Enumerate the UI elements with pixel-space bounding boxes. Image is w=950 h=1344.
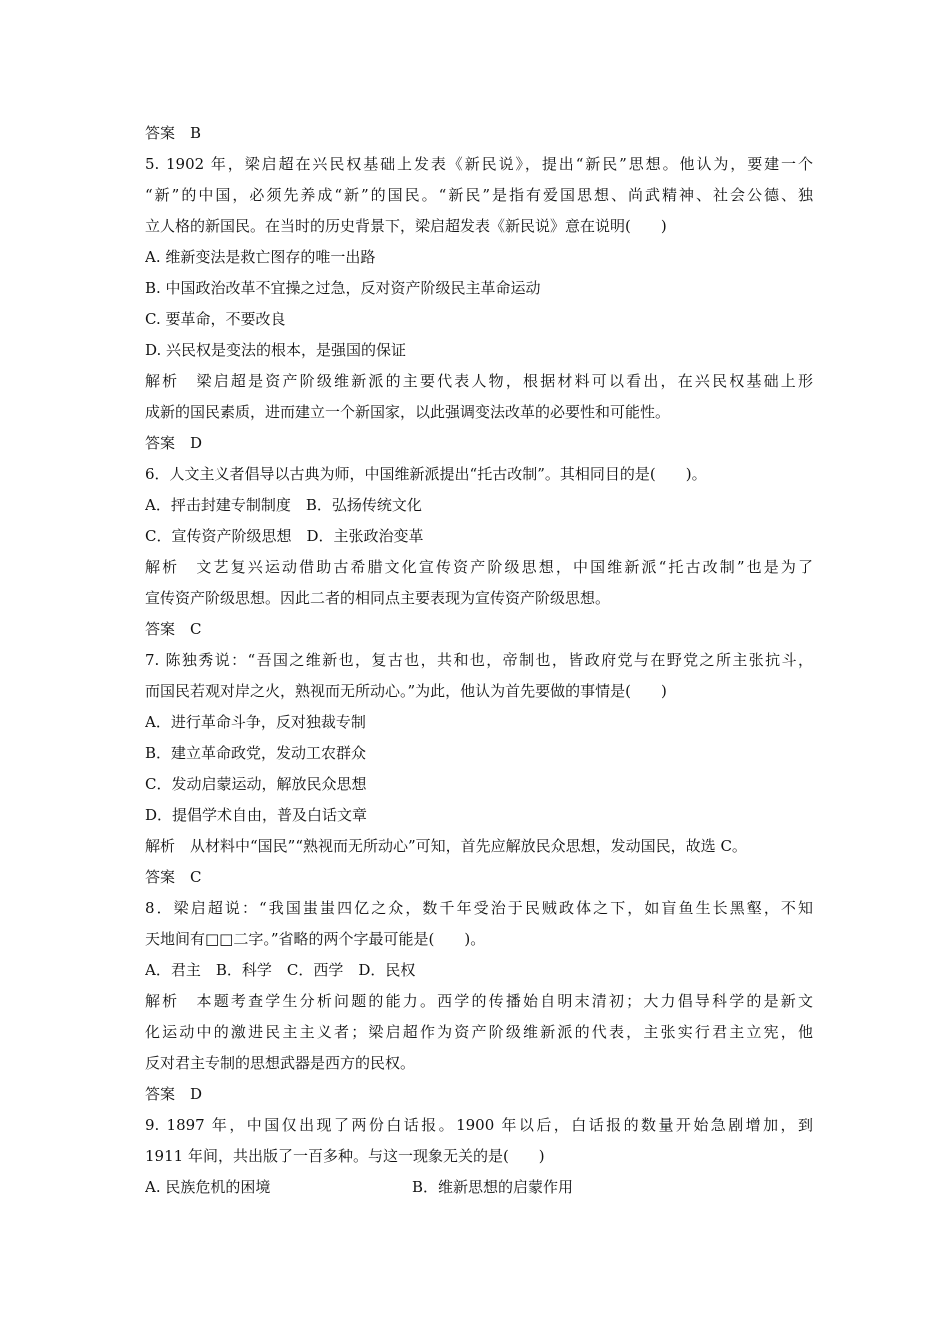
q7-option-c: C．发动启蒙运动，解放民众思想 bbox=[145, 775, 367, 793]
q7-stem-line-1: 7. 陈独秀说：“吾国之维新也，复古也，共和也，帝制也，皆政府党与在野党之所主张抗斗， bbox=[145, 651, 813, 669]
q9-stem-line-1: 9. 1897 年，中国仅出现了两份白话报。1900 年以后，白话报的数量开始急剧增加，到 bbox=[145, 1116, 813, 1134]
q5-analysis-line-2: 成新的国民素质，进而建立一个新国家，以此强调变法改革的必要性和可能性。 bbox=[145, 403, 671, 421]
q6-analysis-line-2: 宣传资产阶级思想。因此二者的相同点主要表现为宣传资产阶级思想。 bbox=[145, 589, 611, 607]
document-page bbox=[145, 118, 813, 1203]
q8-stem-line-1: 8．梁启超说：“我国蚩蚩四亿之众，数千年受治于民贼政体之下，如盲鱼生长黑壑，不知 bbox=[145, 899, 813, 917]
q5-option-c: C. 要革命，不要改良 bbox=[145, 310, 286, 328]
q5-option-a: A. 维新变法是救亡图存的唯一出路 bbox=[145, 248, 376, 266]
q5-stem-line-3: 立人格的新国民。在当时的历史背景下，梁启超发表《新民说》意在说明( ) bbox=[145, 217, 667, 235]
q6-stem: 6．人文主义者倡导以古典为师，中国维新派提出“托古改制”。其相同目的是( )。 bbox=[145, 465, 707, 483]
answer-6: 答案 C bbox=[145, 620, 202, 638]
q6-options-cd: C．宣传资产阶级思想 D．主张政治变革 bbox=[145, 527, 424, 545]
q9-options-ab bbox=[145, 1172, 813, 1203]
q7-analysis: 解析 从材料中“国民”“熟视而无所动心”可知，首先应解放民众思想，发动国民，故选 C。 bbox=[145, 837, 747, 855]
answer-5: 答案 D bbox=[145, 434, 203, 452]
answer-8: 答案 D bbox=[145, 1085, 203, 1103]
q8-analysis-line-1: 解析 本题考查学生分析问题的能力。西学的传播始自明末清初；大力倡导科学的是新文 bbox=[145, 992, 813, 1010]
q6-analysis-line-1: 解析 文艺复兴运动借助古希腊文化宣传资产阶级思想，中国维新派“托古改制”也是为了 bbox=[145, 558, 813, 576]
q7-stem-line-2: 而国民若观对岸之火，熟视而无所动心。”为此，他认为首先要做的事情是( ) bbox=[145, 682, 667, 700]
q5-option-d: D. 兴民权是变法的根本，是强国的保证 bbox=[145, 341, 407, 359]
q7-option-d: D．提倡学术自由，普及白话文章 bbox=[145, 806, 368, 824]
q8-analysis-line-3: 反对君主专制的思想武器是西方的民权。 bbox=[145, 1054, 416, 1072]
q5-option-b: B. 中国政治改革不宜操之过急，反对资产阶级民主革命运动 bbox=[145, 279, 541, 297]
q6-options-ab: A．抨击封建专制制度 B．弘扬传统文化 bbox=[145, 496, 422, 514]
q9-option-a: A. 民族危机的困境 bbox=[145, 1178, 271, 1196]
q5-stem-line-2: “新”的中国，必须先养成“新”的国民。“新民”是指有爱国思想、尚武精神、社会公德、独 bbox=[145, 186, 813, 204]
q8-analysis-line-2: 化运动中的激进民主主义者；梁启超作为资产阶级维新派的代表，主张实行君主立宪，他 bbox=[145, 1023, 813, 1041]
q7-option-a: A．进行革命斗争，反对独裁专制 bbox=[145, 713, 366, 731]
q9-option-b: B．维新思想的启蒙作用 bbox=[412, 1178, 574, 1196]
q7-option-b: B．建立革命政党，发动工农群众 bbox=[145, 744, 367, 762]
q5-stem-line-1: 5. 1902 年，梁启超在兴民权基础上发表《新民说》，提出“新民”思想。他认为，要建一个 bbox=[145, 155, 813, 173]
q5-analysis-line-1: 解析 梁启超是资产阶级维新派的主要代表人物，根据材料可以看出，在兴民权基础上形 bbox=[145, 372, 813, 390]
q8-stem-line-2: 天地间有□□二字。”省略的两个字最可能是( )。 bbox=[145, 930, 486, 948]
q9-stem-line-2: 1911 年间，共出版了一百多种。与这一现象无关的是( ) bbox=[145, 1147, 545, 1165]
q8-options: A．君主 B．科学 C．西学 D．民权 bbox=[145, 961, 416, 979]
answer-4: 答案 B bbox=[145, 124, 202, 142]
answer-7: 答案 C bbox=[145, 868, 202, 886]
